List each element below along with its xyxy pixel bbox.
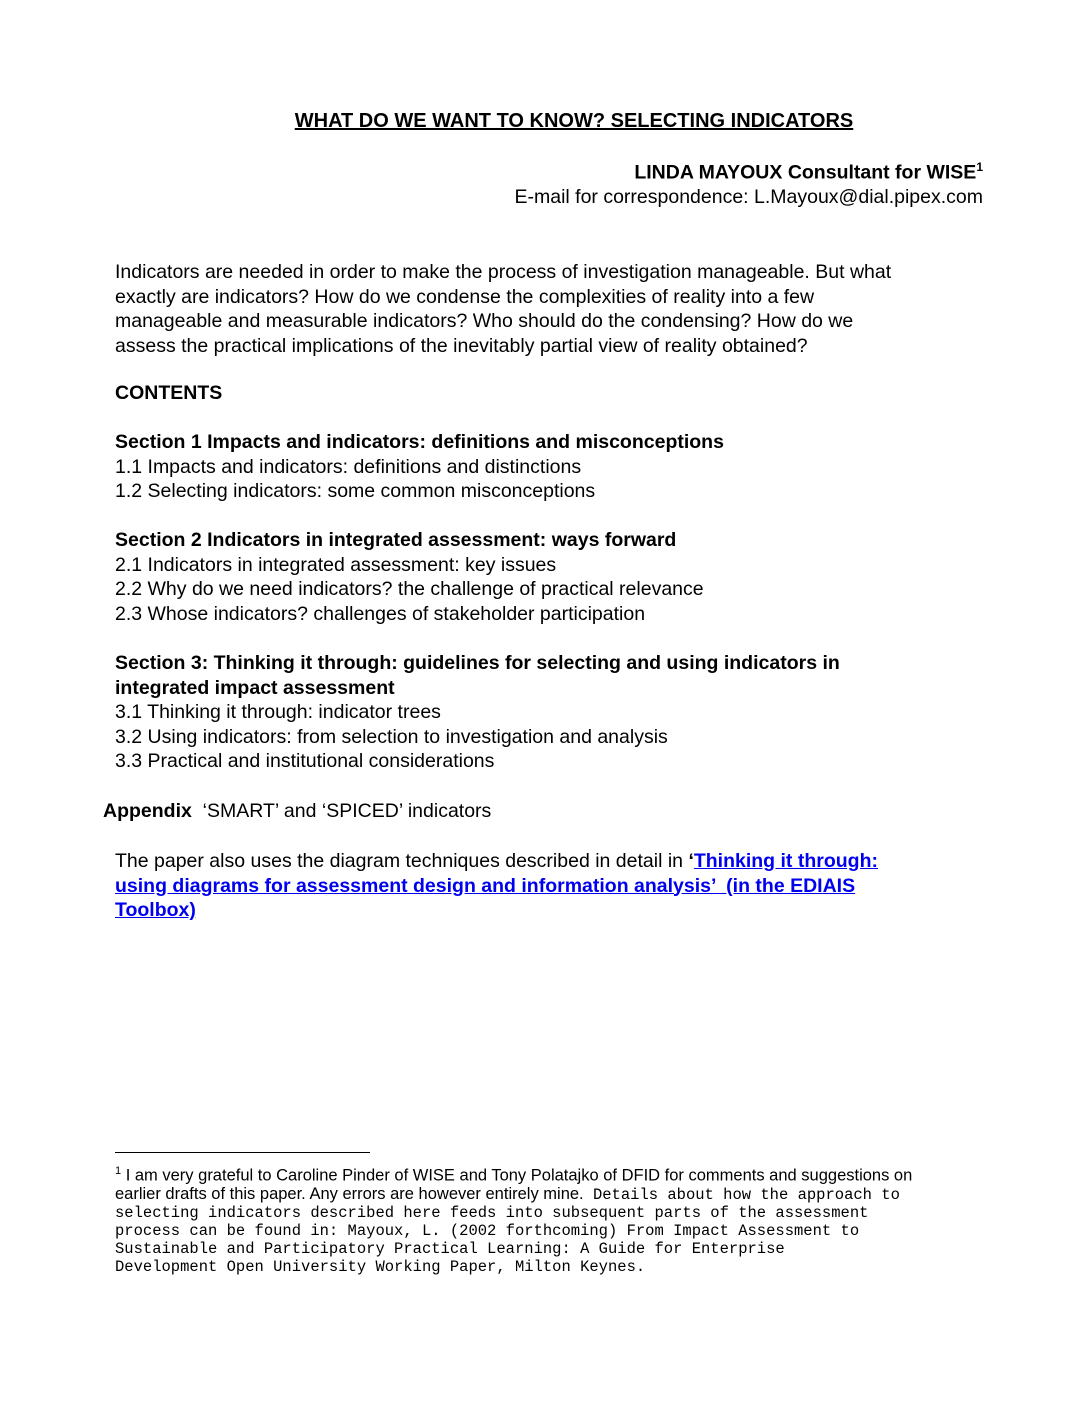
appendix-label: Appendix: [103, 800, 192, 822]
footnote-line: I am very grateful to Caroline Pinder of WISE and Tony Polatajko of DFID for comments and suggestions on: [121, 1166, 913, 1185]
contents-item: 2.3 Whose indicators? challenges of stakeholder participation: [115, 602, 646, 625]
footnote: [115, 1162, 995, 1276]
author-footnote-mark[interactable]: 1: [976, 160, 983, 174]
section-1-block: [115, 430, 724, 504]
intro-line: exactly are indicators? How do we condense the complexities of reality into a few: [115, 285, 815, 308]
paper-note: [115, 849, 878, 923]
footnote-separator: [115, 1152, 370, 1153]
footnote-mono-line: selecting indicators described here feeds into subsequent parts of the assessment: [115, 1203, 869, 1222]
intro-line: Indicators are needed in order to make the process of investigation manageable. But what: [115, 261, 892, 283]
contents-item: 1.2 Selecting indicators: some common misconceptions: [115, 480, 596, 502]
section-2-block: [115, 528, 704, 626]
footnote-mono-line: Development Open University Working Paper, Milton Keynes.: [115, 1257, 646, 1276]
intro-line: assess the practical implications of the inevitably partial view of reality obtained?: [115, 334, 808, 357]
intro-line: manageable and measurable indicators? Who should do the condensing? How do we: [115, 310, 854, 332]
author-line: [634, 160, 983, 185]
section-heading: Section 2 Indicators in integrated assessment: ways forward: [115, 529, 677, 551]
contents-item: 2.1 Indicators in integrated assessment: key issues: [115, 553, 557, 576]
section-heading: Section 1 Impacts and indicators: definitions and misconceptions: [115, 431, 724, 453]
appendix-text: ‘SMART’ and ‘SPICED’ indicators: [191, 800, 492, 822]
footnote-mark: 1: [115, 1165, 122, 1177]
author-email: E-mail for correspondence: L.Mayoux@dial.pipex.com: [514, 186, 983, 208]
paper-note-text: The paper also uses the diagram techniques described in detail in: [115, 850, 689, 872]
toolbox-link-part2[interactable]: using diagrams for assessment design and information analysis’ (in the EDIAIS: [115, 874, 856, 897]
contents-item: 3.3 Practical and institutional considerations: [115, 750, 495, 772]
section-heading: integrated impact assessment: [115, 676, 395, 699]
footnote-mono-line: process can be found in: Mayoux, L. (2002 forthcoming) From Impact Assessment to: [115, 1221, 860, 1240]
footnote-mono-text: Details about how the approach to: [583, 1185, 900, 1204]
contents-heading: CONTENTS: [115, 382, 223, 404]
contents-item: 1.1 Impacts and indicators: definitions and distinctions: [115, 455, 582, 478]
appendix-line: [103, 800, 491, 823]
contents-item: 3.2 Using indicators: from selection to investigation and analysis: [115, 725, 668, 748]
contents-item: 3.1 Thinking it through: indicator trees: [115, 701, 441, 723]
intro-paragraph: [115, 260, 995, 358]
quote-open: ‘: [688, 850, 694, 872]
section-heading: Section 3: Thinking it through: guidelines for selecting and using indicators in: [115, 652, 840, 674]
footnote-line: earlier drafts of this paper. Any errors are however entirely mine.: [115, 1184, 584, 1203]
toolbox-link-part3[interactable]: Toolbox): [115, 899, 196, 921]
contents-item: 2.2 Why do we need indicators? the challenge of practical relevance: [115, 578, 704, 600]
author-name: LINDA MAYOUX Consultant for WISE: [634, 161, 977, 184]
footnote-mono-line: Sustainable and Participatory Practical Learning: A Guide for Enterprise: [115, 1239, 785, 1258]
document-title: WHAT DO WE WANT TO KNOW? SELECTING INDICATORS: [294, 110, 854, 132]
section-3-block: [115, 651, 840, 774]
toolbox-link-part1[interactable]: Thinking it through:: [693, 850, 878, 872]
